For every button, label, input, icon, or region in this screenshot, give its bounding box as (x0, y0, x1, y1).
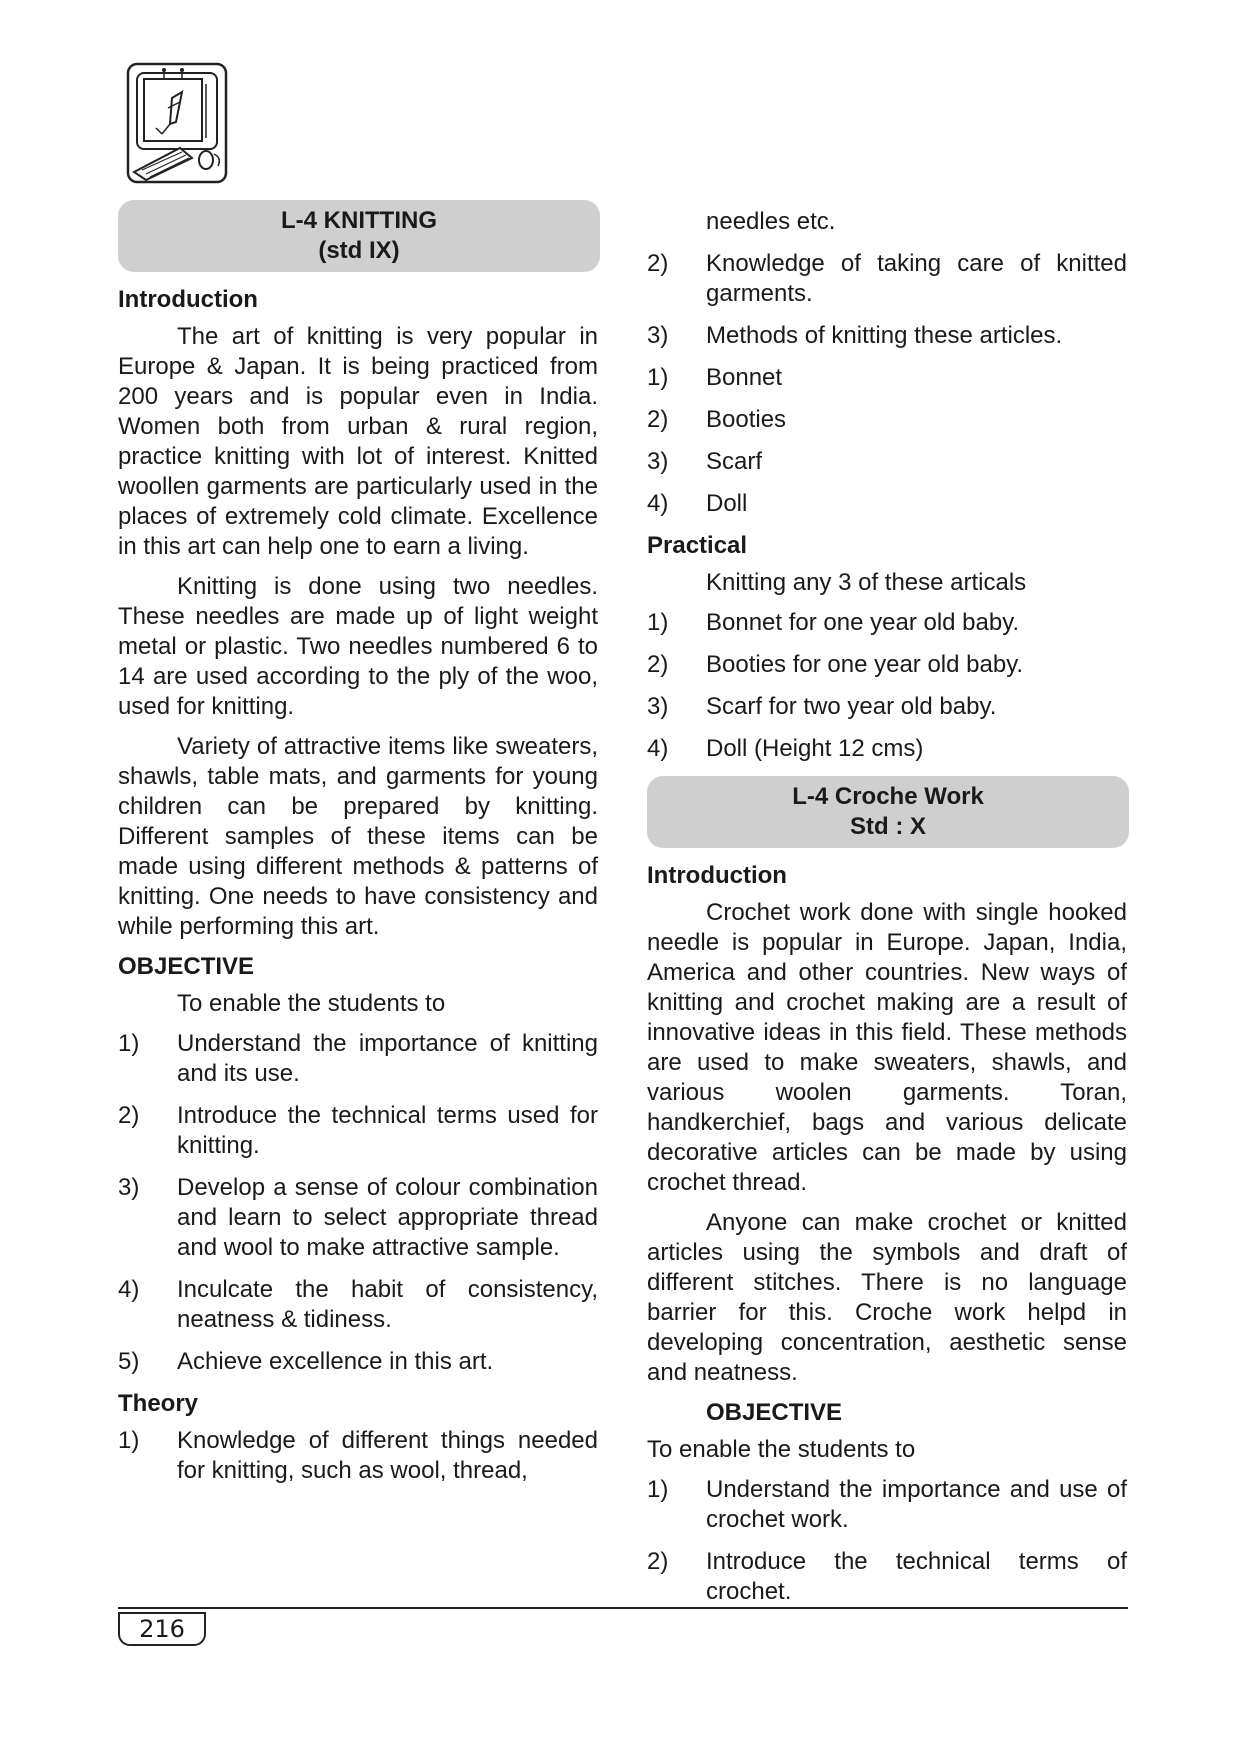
computer-drawing-icon (126, 62, 228, 184)
page-number: 216 (118, 1612, 206, 1646)
knitting-lesson-banner (118, 200, 600, 272)
paragraph: Anyone can make crochet or knitted articles using the symbols and draft of different stitches. There is no language barrier for this. Croche work helpd in developing concentration, aesthetic sense and neatness. (647, 1209, 1127, 1386)
list-number: 1) (118, 1030, 140, 1057)
list-number: 2) (647, 651, 669, 678)
list-text: Knowledge of different things needed for knitting, such as wool, thread, (177, 1427, 598, 1484)
list-text: Knowledge of taking care of knitted garments. (706, 250, 1127, 307)
list-number: 4) (647, 490, 669, 517)
section-heading-practical: Practical (647, 532, 748, 559)
list-text: Achieve excellence in this art. (177, 1348, 494, 1375)
list-number: 4) (647, 735, 669, 762)
theory-list-continued (647, 249, 1127, 519)
left-column (118, 200, 598, 1498)
list-text: Doll (706, 490, 748, 517)
theory-list (118, 1426, 598, 1486)
right-column (647, 207, 1127, 1619)
list-item (118, 1173, 598, 1263)
list-text: Introduce the technical terms used for knitting. (177, 1102, 598, 1159)
banner-subtitle: (std IX) (318, 237, 400, 264)
list-item (647, 650, 1127, 680)
banner-title: L-4 KNITTING (281, 207, 437, 234)
list-item (647, 1475, 1127, 1535)
list-item (647, 321, 1127, 351)
list-number: 2) (647, 406, 669, 433)
list-text: Develop a sense of colour combination and learn to select appropriate thread and wool to make attractive sample. (177, 1174, 598, 1261)
list-text: Doll (Height 12 cms) (706, 735, 924, 762)
list-number: 3) (647, 693, 669, 720)
list-item (118, 1275, 598, 1335)
list-number: 1) (647, 364, 669, 391)
list-text: Booties (706, 406, 787, 433)
practical-list (647, 608, 1127, 764)
list-item (647, 489, 1127, 519)
list-item (647, 608, 1127, 638)
list-number: 3) (118, 1174, 140, 1201)
section-heading-introduction: Introduction (118, 286, 258, 313)
paragraph: Variety of attractive items like sweaters, shawls, table mats, and garments for young children can be prepared by knitting. Different samples of these items can be made using different methods & patterns of knitting. One needs to have consistency and while performing this art. (118, 733, 598, 940)
objective-lead: To enable the students to (177, 990, 446, 1017)
paragraph: The art of knitting is very popular in Europe & Japan. It is being practiced from 200 years and is popular even in India. Women both from urban & rural region, practice knitting with lot of interest. Knitted woollen garments are particularly used in the places of extremely cold climate. Excellence in this art can help one to earn a living. (118, 323, 598, 560)
list-number: 3) (647, 322, 669, 349)
list-text: Understand the importance and use of crochet work. (706, 1476, 1127, 1533)
section-heading-objective: OBJECTIVE (118, 953, 255, 980)
list-item (647, 405, 1127, 435)
list-text: Understand the importance of knitting and its use. (177, 1030, 598, 1087)
banner-subtitle: Std : X (850, 813, 926, 840)
list-number: 4) (118, 1276, 140, 1303)
list-number: 3) (647, 448, 669, 475)
list-item (118, 1426, 598, 1486)
list-item (647, 447, 1127, 477)
list-text: Scarf (706, 448, 763, 475)
list-text: Bonnet (706, 364, 783, 391)
list-number: 2) (647, 250, 669, 277)
list-text: Scarf for two year old baby. (706, 693, 997, 720)
list-number: 2) (647, 1548, 669, 1575)
list-item (647, 734, 1127, 764)
list-number: 2) (118, 1102, 140, 1129)
section-heading-theory: Theory (118, 1390, 199, 1417)
list-text: Methods of knitting these articles. (706, 322, 1063, 349)
list-number: 1) (647, 1476, 669, 1503)
section-heading-objective: OBJECTIVE (706, 1399, 843, 1426)
list-item (118, 1101, 598, 1161)
practical-lead: Knitting any 3 of these articals (706, 569, 1027, 596)
list-item (647, 363, 1127, 393)
list-number: 1) (647, 609, 669, 636)
list-text: Booties for one year old baby. (706, 651, 1024, 678)
paragraph: Knitting is done using two needles. These needles are made up of light weight metal or plastic. Two needles numbered 6 to 14 are used according to the ply of the woo, used for knitting. (118, 573, 598, 720)
list-continuation: needles etc. (706, 208, 836, 235)
section-heading-introduction: Introduction (647, 862, 787, 889)
list-item (647, 692, 1127, 722)
list-number: 5) (118, 1348, 140, 1375)
list-item (647, 249, 1127, 309)
objective-lead: To enable the students to (647, 1436, 916, 1463)
crochet-lesson-banner (647, 776, 1129, 848)
list-text: Inculcate the habit of consistency, neatness & tidiness. (177, 1276, 598, 1333)
list-item (647, 1547, 1127, 1607)
list-text: Bonnet for one year old baby. (706, 609, 1020, 636)
objective-list (118, 1029, 598, 1377)
list-text: Introduce the technical terms of crochet. (706, 1548, 1127, 1605)
footer-rule (118, 1607, 1128, 1609)
paragraph: Crochet work done with single hooked needle is popular in Europe. Japan, India, America and other countries. New ways of knitting and crochet making are a result of innovative ideas in this field. These methods are used to make sweaters, shawls, and various woolen garments. Toran, handkerchief, bags and various delicate decorative articles can be made by using crochet thread. (647, 899, 1127, 1196)
list-item (118, 1029, 598, 1089)
list-item (118, 1347, 598, 1377)
objective-list (647, 1475, 1127, 1607)
banner-title: L-4 Croche Work (792, 783, 984, 810)
list-number: 1) (118, 1427, 140, 1454)
